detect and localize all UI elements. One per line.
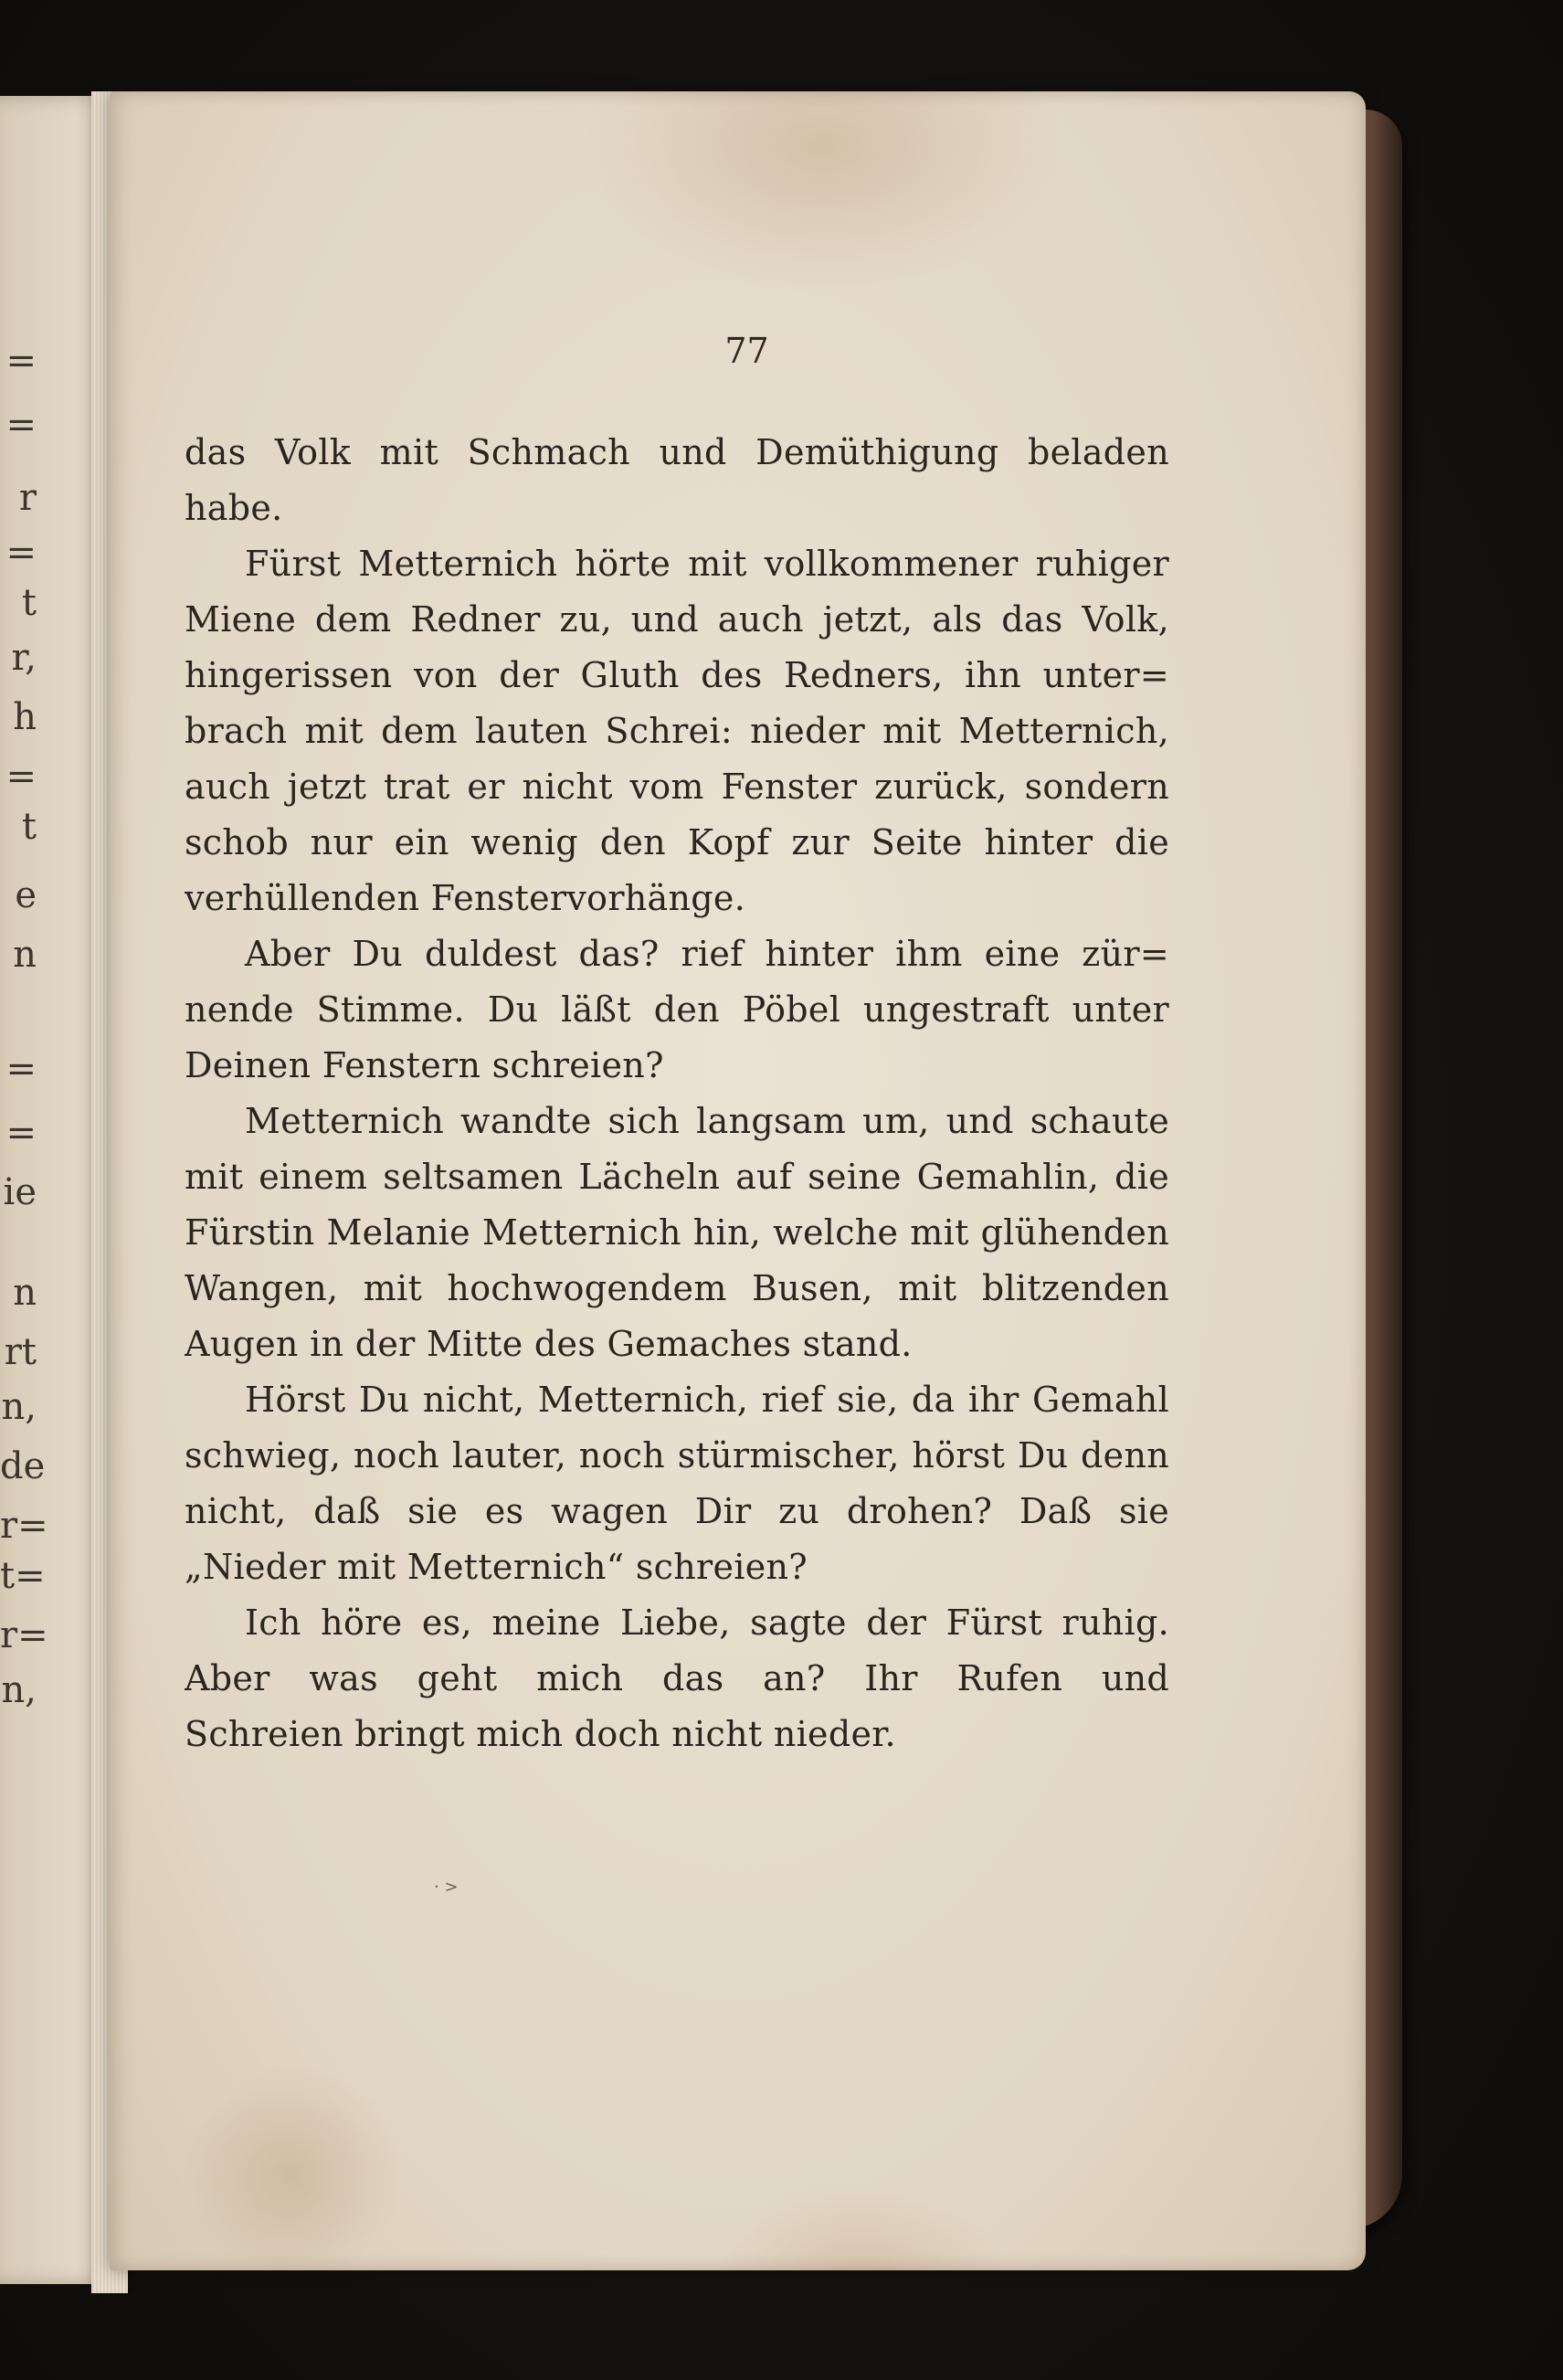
text-line: Aber Du duldest das? rief hinter ihm eine zür= (245, 934, 1169, 974)
text-line: verhüllenden Fenstervorhänge. (185, 878, 746, 918)
left-page-fragment: ie (3, 1171, 37, 1213)
text-line: hingerissen von der Gluth des Redners, ihn unter= (185, 655, 1169, 695)
left-page-fragment: n, (1, 1669, 37, 1711)
text-line: Deinen Fenstern schreien? (185, 1045, 664, 1085)
left-page-fragment: r= (0, 1505, 48, 1547)
left-page-fragment: h (13, 696, 37, 738)
text-line: mit einem seltsamen Lächeln auf seine Gemahlin, die (185, 1157, 1169, 1197)
text-line: Miene dem Redner zu, und auch jetzt, als das Volk, (185, 599, 1169, 640)
text-line: Augen in der Mitte des Gemaches stand. (185, 1324, 913, 1364)
left-page-fragment: t= (0, 1555, 46, 1597)
text-line: brach mit dem lauten Schrei: nieder mit Metternich, (185, 711, 1169, 751)
left-page-fragment: n, (1, 1386, 37, 1428)
text-line: Hörst Du nicht, Metternich, rief sie, da ihr Gemahl (245, 1380, 1169, 1420)
text-line: Aber was geht mich das an? Ihr Rufen und (185, 1658, 1169, 1698)
text-line: das Volk mit Schmach und Demüthigung beladen (185, 432, 1169, 472)
left-page-fragment: = (5, 756, 37, 798)
text-line: Schreien bringt mich doch nicht nieder. (185, 1714, 896, 1754)
left-page-fragment: = (5, 340, 37, 382)
text-line: nicht, daß sie es wagen Dir zu drohen? Daß sie (185, 1491, 1169, 1531)
right-page (110, 91, 1366, 2270)
body-text (185, 425, 1169, 1762)
left-page-fragment: r (18, 477, 37, 519)
left-page-fragment: n (13, 1272, 37, 1314)
page-number: 77 (724, 331, 769, 371)
left-page-fragment: = (5, 1112, 37, 1154)
text-line: Wangen, mit hochwogendem Busen, mit blitzenden (185, 1268, 1169, 1308)
text-line: schwieg, noch lauter, noch stürmischer, hörst Du denn (185, 1435, 1169, 1476)
left-page-fragment: = (5, 1048, 37, 1090)
left-page-fragment: = (5, 404, 37, 446)
left-page-fragment: t (21, 806, 37, 848)
left-page-fragment: r, (11, 637, 37, 679)
text-line: schob nur ein wenig den Kopf zur Seite hinter die (185, 822, 1169, 862)
left-page-fragment: n (13, 934, 37, 976)
text-line: Metternich wandte sich langsam um, und schaute (245, 1101, 1169, 1141)
left-page-fragment: = (5, 532, 37, 574)
text-line: „Nieder mit Metternich“ schreien? (185, 1547, 808, 1587)
text-line: Fürstin Melanie Metternich hin, welche mit glühenden (185, 1212, 1169, 1253)
text-line: habe. (185, 488, 283, 528)
left-page-fragment: e (15, 874, 37, 916)
left-page-fragment: de (0, 1445, 46, 1487)
text-line: Ich höre es, meine Liebe, sagte der Fürst ruhig. (245, 1603, 1169, 1643)
stray-mark: · > (434, 1878, 459, 1897)
left-page-fragment: r= (0, 1614, 48, 1656)
text-line: nende Stimme. Du läßt den Pöbel ungestraft unter (185, 989, 1169, 1030)
text-line: Fürst Metternich hörte mit vollkommener ruhiger (245, 544, 1169, 584)
left-page-fragment: t (21, 582, 37, 624)
text-line: auch jetzt trat er nicht vom Fenster zurück, sondern (185, 767, 1169, 807)
left-page-fragment: rt (4, 1331, 37, 1373)
